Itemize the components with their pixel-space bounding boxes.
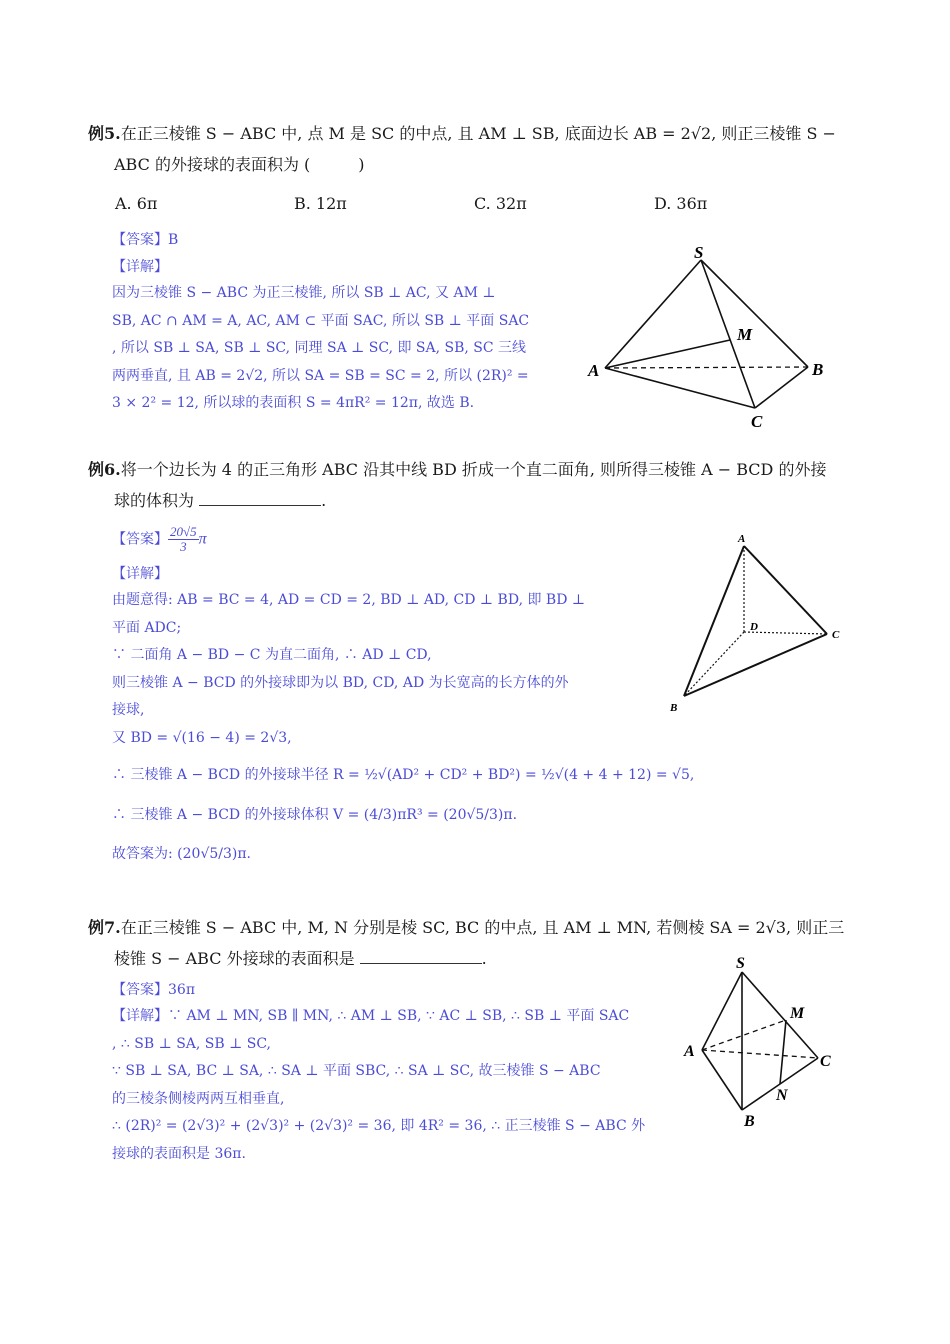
ex6-tetrahedron-diagram — [664, 528, 854, 718]
ex5-sol-line: , 所以 SB ⊥ SA, SB ⊥ SC, 同理 SA ⊥ SC, 即 SA, SB, SC 三线 — [112, 340, 527, 356]
ex6-sol-line: ∴ 三棱锥 A − BCD 的外接球半径 R = ½√(AD² + CD² + BD²) = ½√(4 + 4 + 12) = √5, — [112, 767, 695, 783]
ex7-sol-line: , ∴ SB ⊥ SA, SB ⊥ SC, — [112, 1035, 272, 1052]
ex6-label: 例6. — [88, 460, 121, 479]
ex6-sol-line: 平面 ADC; — [112, 619, 182, 636]
ex7-sol-line: 的三棱条侧棱两两互相垂直, — [112, 1090, 285, 1107]
ex6-sol-line: 由题意得: AB = BC = 4, AD = CD = 2, BD ⊥ AD, CD ⊥ BD, 即 BD ⊥ — [112, 592, 586, 608]
fraction-denominator: 3 — [180, 539, 187, 554]
ex5-sol-line: SB, AC ∩ AM = A, AC, AM ⊂ 平面 SAC, 所以 SB ⊥ 平面 SAC — [112, 312, 530, 329]
label-A: A — [588, 361, 600, 380]
ex5-line1 — [88, 118, 868, 149]
ex6-line2 — [88, 485, 868, 516]
ex5-detail-tag: 【详解】 — [112, 259, 168, 275]
label-C: C — [751, 412, 763, 431]
label-M: M — [790, 1005, 805, 1022]
edge-AB-hidden — [605, 367, 808, 368]
ex7-label: 例7. — [88, 918, 121, 937]
ex6-solution — [112, 587, 752, 869]
edge-SC — [742, 972, 818, 1058]
ex5-sol-line: 3 × 2² = 12, 所以球的表面积 S = 4πR² = 12π, 故选 B. — [112, 395, 475, 411]
ex7-sol-line: 【详解】∵ AM ⊥ MN, SB ∥ MN, ∴ AM ⊥ SB, ∵ AC ⊥ SB, ∴ SB ⊥ 平面 SAC — [112, 1008, 630, 1024]
ex7-solution — [112, 1003, 682, 1168]
ex5-sol-line: 因为三棱锥 S − ABC 为正三棱锥, 所以 SB ⊥ AC, 又 AM ⊥ — [112, 285, 496, 301]
edge-AC-hidden — [702, 1050, 818, 1058]
label-B: B — [812, 360, 824, 379]
ex7-sol-line: 接球的表面积是 36π. — [112, 1145, 246, 1162]
label-C: C — [832, 629, 840, 641]
ex5-question-text: 在正三棱锥 S − ABC 中, 点 M 是 SC 的中点, 且 AM ⊥ SB, 底面边长 AB = 2√2, 则正三棱锥 S − — [120, 124, 836, 143]
edge-SA — [702, 972, 742, 1050]
edge-AB — [702, 1050, 742, 1110]
ex6-sol-line: 又 BD = √(16 − 4) = 2√3, — [112, 729, 292, 746]
label-N: N — [776, 1087, 788, 1104]
ex6-line2-end: . — [321, 491, 327, 510]
ex7-answer-tag: 【答案】36π — [112, 982, 196, 998]
ex7-line1 — [88, 912, 868, 943]
answer-blank — [360, 949, 482, 964]
ex6-sol-line: ∴ 三棱锥 A − BCD 的外接球体积 V = (4/3)πR³ = (20√5/3)π. — [112, 806, 518, 823]
ex5-figure — [585, 240, 830, 439]
segment-AM — [605, 340, 730, 368]
ex7-pyramid-diagram — [680, 950, 840, 1135]
ex6-sol-line: 则三棱锥 A − BCD 的外接球即为以 BD, CD, AD 为长宽高的长方体的外 — [112, 674, 569, 691]
edge-SB — [701, 260, 808, 367]
ex5-answer-tag: 【答案】B — [112, 232, 179, 248]
ex5-option-c: C. 32π — [474, 194, 527, 213]
answer-blank — [199, 491, 321, 506]
ex7-line2-end: . — [481, 949, 487, 968]
ex6-question-text: 将一个边长为 4 的正三角形 ABC 沿其中线 BD 折成一个直二面角, 则所得三棱锥 A − BCD 的外接 — [120, 460, 827, 479]
segment-MN — [780, 1020, 786, 1084]
ex5-label: 例5. — [88, 124, 121, 143]
edge-BD-hidden — [684, 632, 744, 696]
ex5-option-b: B. 12π — [294, 194, 347, 213]
ex7-sol-line: ∴ (2R)² = (2√3)² + (2√3)² + (2√3)² = 36, 即 4R² = 36, ∴ 正三棱锥 S − ABC 外 — [112, 1118, 646, 1134]
ex6-question — [88, 454, 868, 516]
label-C: C — [820, 1053, 831, 1070]
label-A: A — [738, 533, 746, 545]
ex5-options — [115, 194, 775, 222]
ex6-sol-line: ∵ 二面角 A − BD − C 为直二面角, ∴ AD ⊥ CD, — [112, 647, 432, 663]
ex6-line1 — [88, 454, 868, 485]
label-S: S — [736, 955, 745, 972]
label-B: B — [670, 702, 678, 714]
ex6-answer-fraction — [168, 525, 199, 554]
pi-symbol: π — [198, 530, 207, 548]
ex6-figure — [664, 528, 854, 722]
ex5-option-a: A. 6π — [115, 194, 158, 213]
ex6-detail-tag: 【详解】 — [112, 566, 168, 582]
ex6-answer-tag: 【答案】 — [112, 531, 168, 548]
ex7-sol-line: ∵ SB ⊥ SA, BC ⊥ SA, ∴ SA ⊥ 平面 SBC, ∴ SA ⊥ SC, 故三棱锥 S − ABC — [112, 1063, 601, 1079]
ex6-line2-text: 球的体积为 — [114, 491, 195, 510]
ex5-line2: ABC 的外接球的表面积为 ( ) — [114, 155, 365, 174]
edge-BC — [755, 367, 808, 408]
ex6-sol-line: 故答案为: (20√5/3)π. — [112, 846, 252, 862]
ex7-line2-text: 棱锥 S − ABC 外接球的表面积是 — [114, 949, 355, 968]
ex5-option-d: D. 36π — [654, 194, 708, 213]
edge-SA — [605, 260, 701, 368]
ex7-question-text: 在正三棱锥 S − ABC 中, M, N 分别是棱 SC, BC 的中点, 且 AM ⊥ MN, 若侧棱 SA = 2√3, 则正三 — [120, 918, 845, 937]
label-M: M — [737, 325, 753, 344]
label-D: D — [750, 621, 758, 633]
ex6-sol-line: 接球, — [112, 702, 145, 718]
edge-AC — [605, 368, 755, 408]
label-B: B — [744, 1113, 755, 1130]
ex5-sol-line: 两两垂直, 且 AB = 2√2, 所以 SA = SB = SC = 2, 所以 (2R)² = — [112, 367, 529, 384]
ex5-solution — [112, 280, 582, 418]
ex6-answer — [112, 525, 207, 554]
label-A: A — [684, 1043, 695, 1060]
ex5-question — [88, 118, 868, 180]
ex7-figure — [680, 950, 840, 1139]
label-S: S — [694, 243, 704, 262]
fraction-numerator: 20√5 — [170, 524, 197, 539]
ex5-pyramid-diagram — [585, 240, 830, 435]
